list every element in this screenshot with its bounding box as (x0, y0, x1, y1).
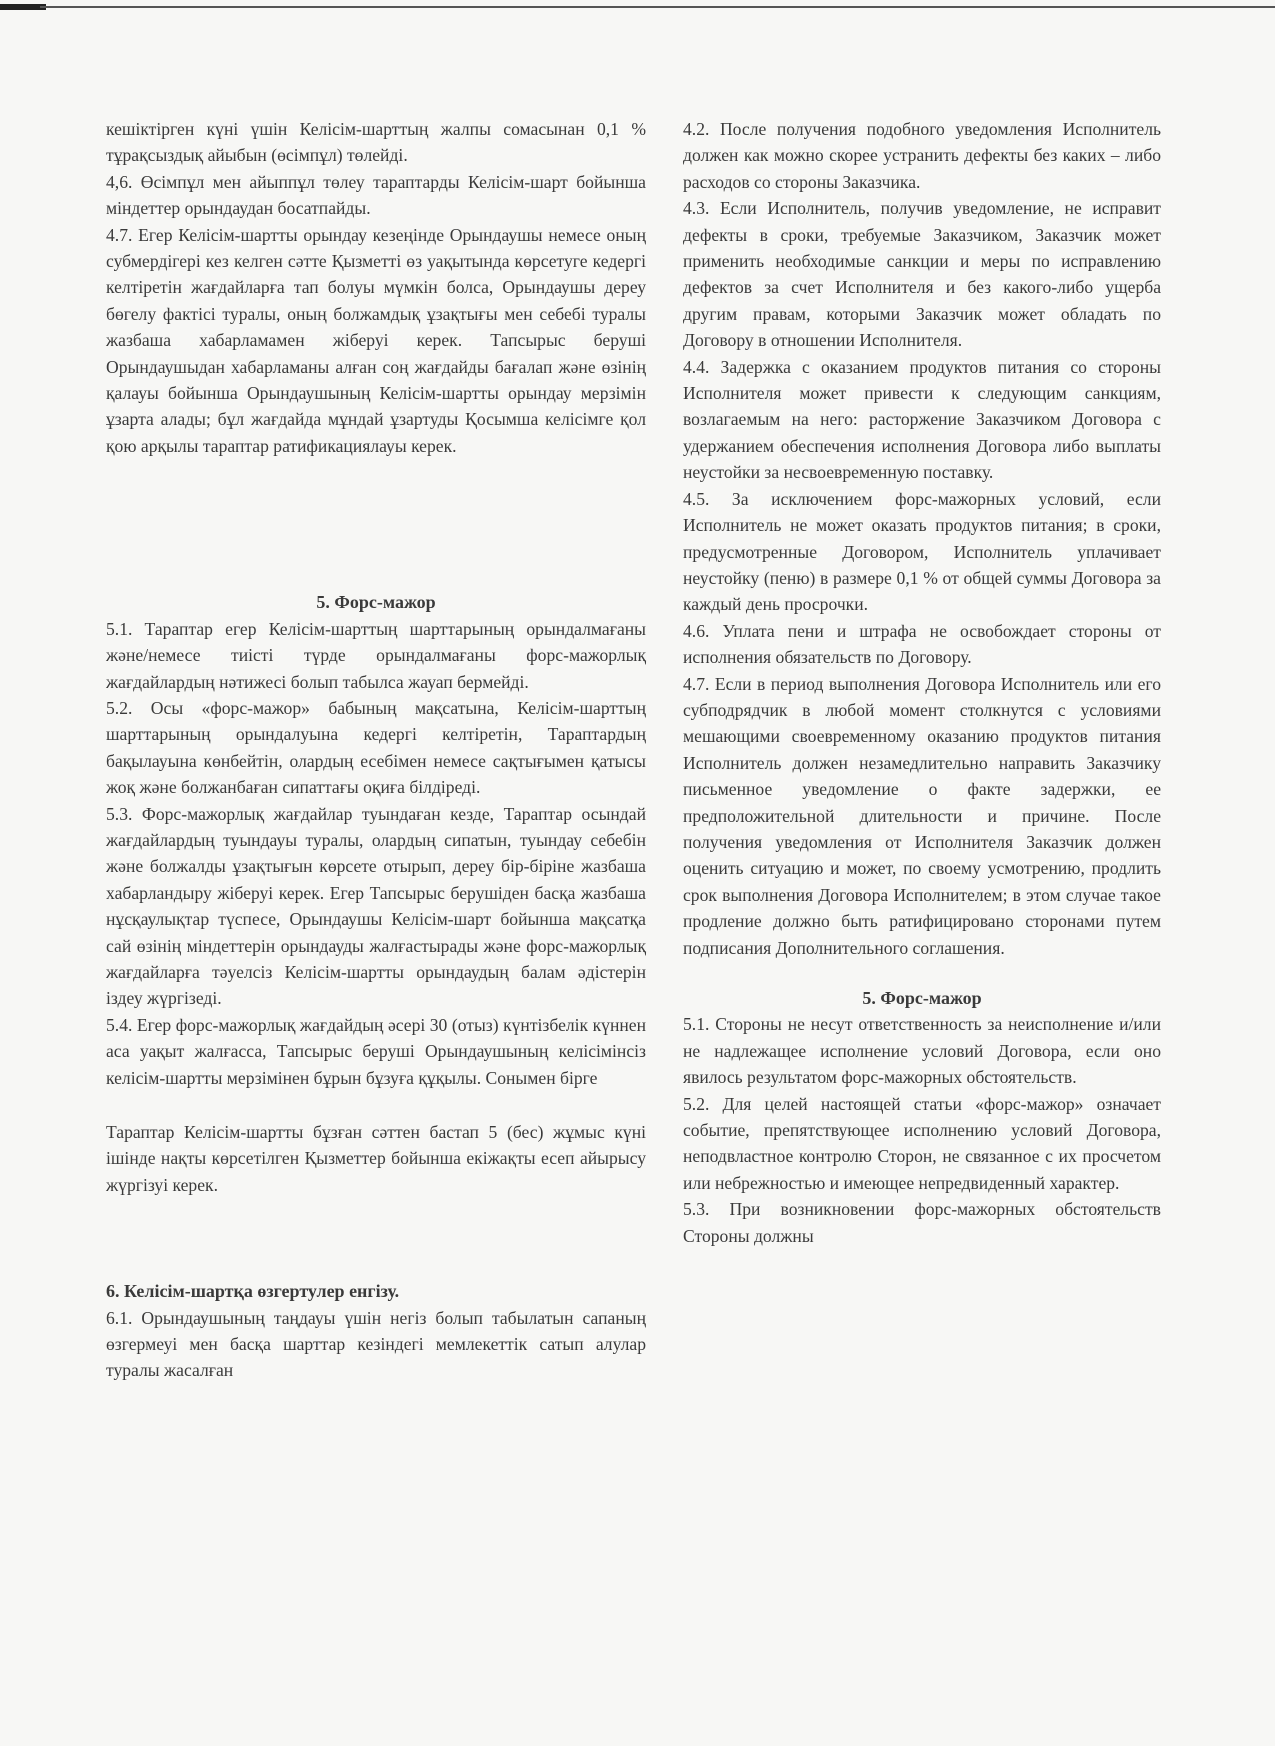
paragraph-5-4: 5.4. Егер форс-мажорлық жағдайдың әсері 30 (отыз) күнтізбелік күннен аса уақыт жалғасса, Тапсырыс беруші Орындаушының келісімінсіз келісім-шартты мерзімінен бұрын бұзуға құқылы. Сонымен бірге (106, 1014, 646, 1088)
spacer (106, 1091, 646, 1119)
paragraph-5-2: 5.2. Для целей настоящей статьи «форс-мажор» означает событие, препятствующее исполнению условий Договора, неподвластное контролю Сторон, не связанное с их просчетом или небрежностью и имеющее непредвиденный характер. (683, 1093, 1161, 1193)
paragraph-4-3: 4.3. Если Исполнитель, получив уведомление, не исправит дефекты в сроки, требуемые Заказчиком, Заказчик может применить необходимые санкции и меры по исправлению дефектов за счет Исполнителя и без какого-либо ущерба другим правам, которыми Заказчик может обладать по Договору в отношении Исполнителя. (683, 198, 1161, 351)
section-6-heading: 6. Келісім-шартқа өзгертулер енгізу. (106, 1281, 400, 1302)
paragraph-4-2: 4.2. После получения подобного уведомления Исполнитель должен как можно скорее устранить дефекты без каких – либо расходов со стороны Заказчика. (683, 119, 1161, 192)
spacer (683, 961, 1161, 985)
paragraph-4-7: 4.7. Егер Келісім-шартты орындау кезеңінде Орындаушы немесе оның субмердігері кез келген сәтте Қызметті өз уақытында көрсетуге кедергі келтіретін жағдайларға тап болуы мүмкін болса, Орындаушы дереу бөгелу фактісі туралы, оның болжамдық ұзақтығы мен себебі туралы жазбаша хабарламамен жіберуі керек. Тапсырыс беруші Орындаушыдан хабарламаны алған соң жағдайды бағалап және өзінің қалауы бойынша Орындаушының Келісім-шартты орындау мерзімін ұзарта алады; бұл жағдайда мұндай ұзартуды Қосымша келісімге қол қою арқылы тараптар ратификациялауы керек. (106, 224, 646, 456)
top-rule (40, 6, 1275, 8)
paragraph-4-5: 4.5. За исключением форс-мажорных условий, если Исполнитель не может оказать продуктов питания; в сроки, предусмотренные Договором, Исполнитель уплачивает неустойку (пеню) в размере 0,1 % от общей суммы Договора за каждый день просрочки. (683, 488, 1161, 615)
paragraph-4-5-continued: кешіктірген күні үшін Келісім-шарттың жалпы сомасынан 0,1 % тұрақсыздық айыбын (өсімпұл) төлейді. (106, 119, 646, 166)
paragraph-4-6: 4,6. Өсімпұл мен айыппұл төлеу тараптарды Келісім-шарт бойынша міндеттер орындаудан босатпайды. (106, 171, 646, 219)
section-5-heading: 5. Форс-мажор (316, 592, 436, 613)
paragraph-5-1: 5.1. Тараптар егер Келісім-шарттың шарттарының орындалмағаны және/немесе тиісті түрде орындалмағаны форс-мажорлық жағдайлардың нәтижесі болып табылса жауап бермейді. (106, 618, 646, 692)
right-column-russian (683, 116, 1161, 1249)
paragraph-5-1: 5.1. Стороны не несут ответственность за неисполнение и/или не надлежащее исполнение условий Договора, если оно явилось результатом форс-мажорных обстоятельств. (683, 1014, 1161, 1088)
section-5-heading: 5. Форс-мажор (862, 988, 982, 1008)
paragraph-4-7: 4.7. Если в период выполнения Договора Исполнитель или его субподрядчик в любой момент столкнутся с условиями мешающими своевременному оказанию продуктов питания Исполнитель должен незамедлительно направить Заказчику письменное уведомление о факте задержки, ее предположительной длительности и причине. После получения уведомления от Исполнителя Заказчик должен оценить ситуацию и может, по своему усмотрению, продлить срок выполнения Договора Исполнителем; в этом случае такое продление должно быть ратифицировано сторонами путем подписания Дополнительного соглашения. (683, 673, 1161, 958)
spacer (106, 1198, 646, 1278)
left-column-kazakh (106, 116, 646, 1384)
paragraph-6-1: 6.1. Орындаушының таңдауы үшін негіз болып табылатын сапаның өзгермеуі мен басқа шарттар кезіндегі мемлекеттік сатып алулар туралы жасалған (106, 1307, 646, 1381)
paragraph-5-3: 5.3. При возникновении форс-мажорных обстоятельств Стороны должны (683, 1199, 1161, 1246)
paragraph-5-4-continued: Тараптар Келісім-шартты бұзған сәттен бастап 5 (бес) жұмыс күні ішінде нақты көрсетілген Қызметтер бойынша екіжақты есеп айырысу жүргізуі керек. (106, 1122, 646, 1195)
paragraph-5-3: 5.3. Форс-мажорлық жағдайлар туындаған кезде, Тараптар осындай жағдайлардың туындауы туралы, олардың сипатын, туындау себебін және болжалды ұзақтығын көрсете отырып, дереу бір-біріне жазбаша хабарландыру жіберуі керек. Егер Тапсырыс берушіден басқа жазбаша нұсқаулықтар түспесе, Орындаушы Келісім-шарт бойынша мақсатқа сай өзінің міндеттерін орындауды жалғастырады және форс-мажорлық жағдайларға тәуелсіз Келісім-шартты орындаудың балам әдістерін іздеу жүргізеді. (106, 803, 646, 1009)
paragraph-5-2: 5.2. Осы «форс-мажор» бабының мақсатына, Келісім-шарттың шарттарының орындалуына кедергі келтіретін, Тараптардың бақылауына көнбейтін, олардың есебімен немесе сақтығымен қатысы жоқ және болжанбаған сипаттағы оқиға білдіреді. (106, 697, 646, 798)
spacer (106, 459, 646, 589)
paragraph-4-4: 4.4. Задержка с оказанием продуктов питания со стороны Исполнителя может привести к следующим санкциям, возлагаемым на него: расторжение Заказчиком Договора с удержанием обеспечения исполнения Договора либо выплаты неустойки за несвоевременную поставку. (683, 356, 1161, 483)
paragraph-4-6: 4.6. Уплата пени и штрафа не освобождает стороны от исполнения обязательств по Договору. (683, 620, 1161, 668)
